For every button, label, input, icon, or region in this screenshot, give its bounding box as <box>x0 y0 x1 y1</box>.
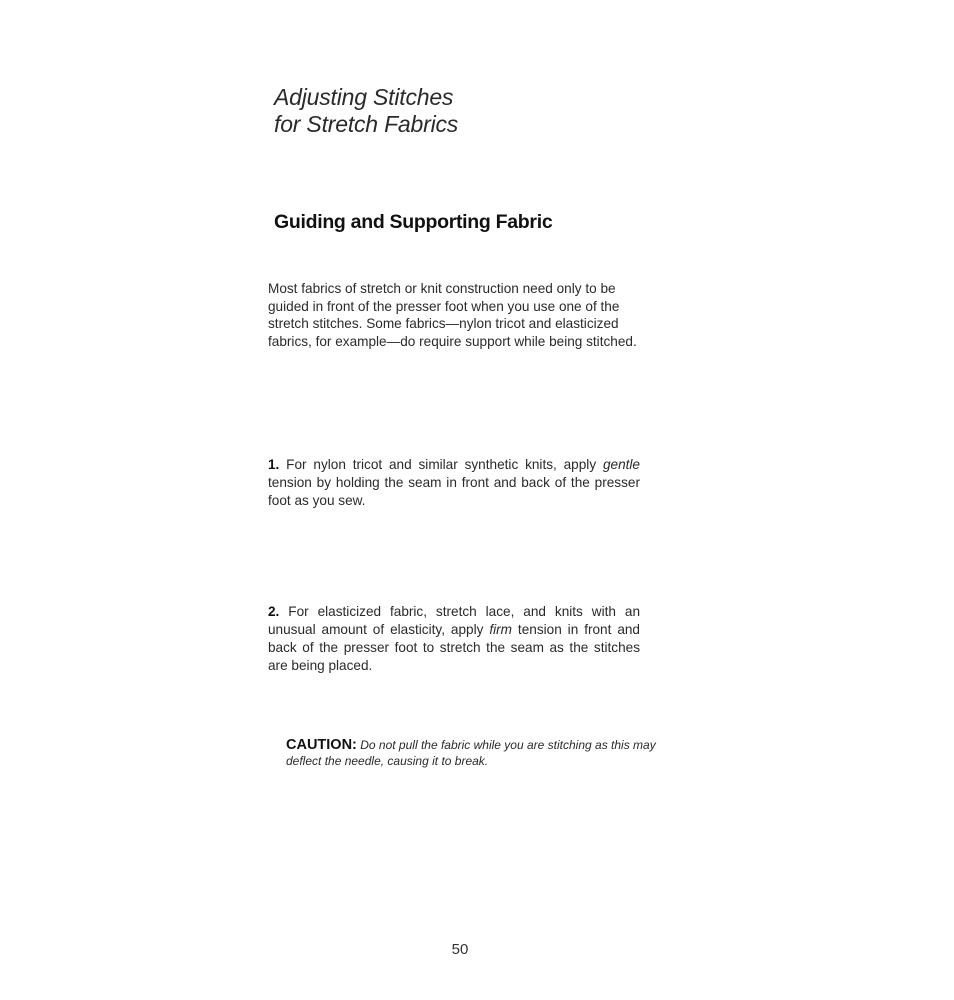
chapter-title-line-1: Adjusting Stitches <box>274 84 454 110</box>
step-2-text-before: For elasticized fabric, stretch lace, and knits with an unusual amount of elasticity, apply <box>268 604 641 637</box>
caution-label: CAUTION: <box>286 737 357 753</box>
step-2-number: 2. <box>268 604 280 619</box>
chapter-title <box>274 84 458 138</box>
page-number: 50 <box>451 941 469 958</box>
intro-paragraph: Most fabrics of stretch or knit construction need only to be guided in front of the presser foot when you use one of the stretch stitches. Some fabrics—nylon tricot and elasticized fabrics, for example—do require support while being stitched. <box>268 281 637 349</box>
caution-note <box>286 737 666 769</box>
step-2-emphasis: firm <box>489 622 512 637</box>
step-2 <box>268 603 640 675</box>
step-1 <box>268 456 640 510</box>
step-2-text-after: tension in front and back of the presser foot to stretch the seam as the stitches are being placed. <box>268 622 640 673</box>
step-1-emphasis: gentle <box>602 457 640 472</box>
chapter-title-line-2: for Stretch Fabrics <box>274 111 459 137</box>
step-1-number: 1. <box>268 457 280 472</box>
section-heading: Guiding and Supporting Fabric <box>274 211 553 233</box>
step-1-text-before: For nylon tricot and similar synthetic knits, apply <box>286 457 597 472</box>
caution-text: Do not pull the fabric while you are stitching as this may deflect the needle, causing it to break. <box>286 738 656 768</box>
step-1-text-after: tension by holding the seam in front and back of the presser foot as you sew. <box>268 475 640 508</box>
